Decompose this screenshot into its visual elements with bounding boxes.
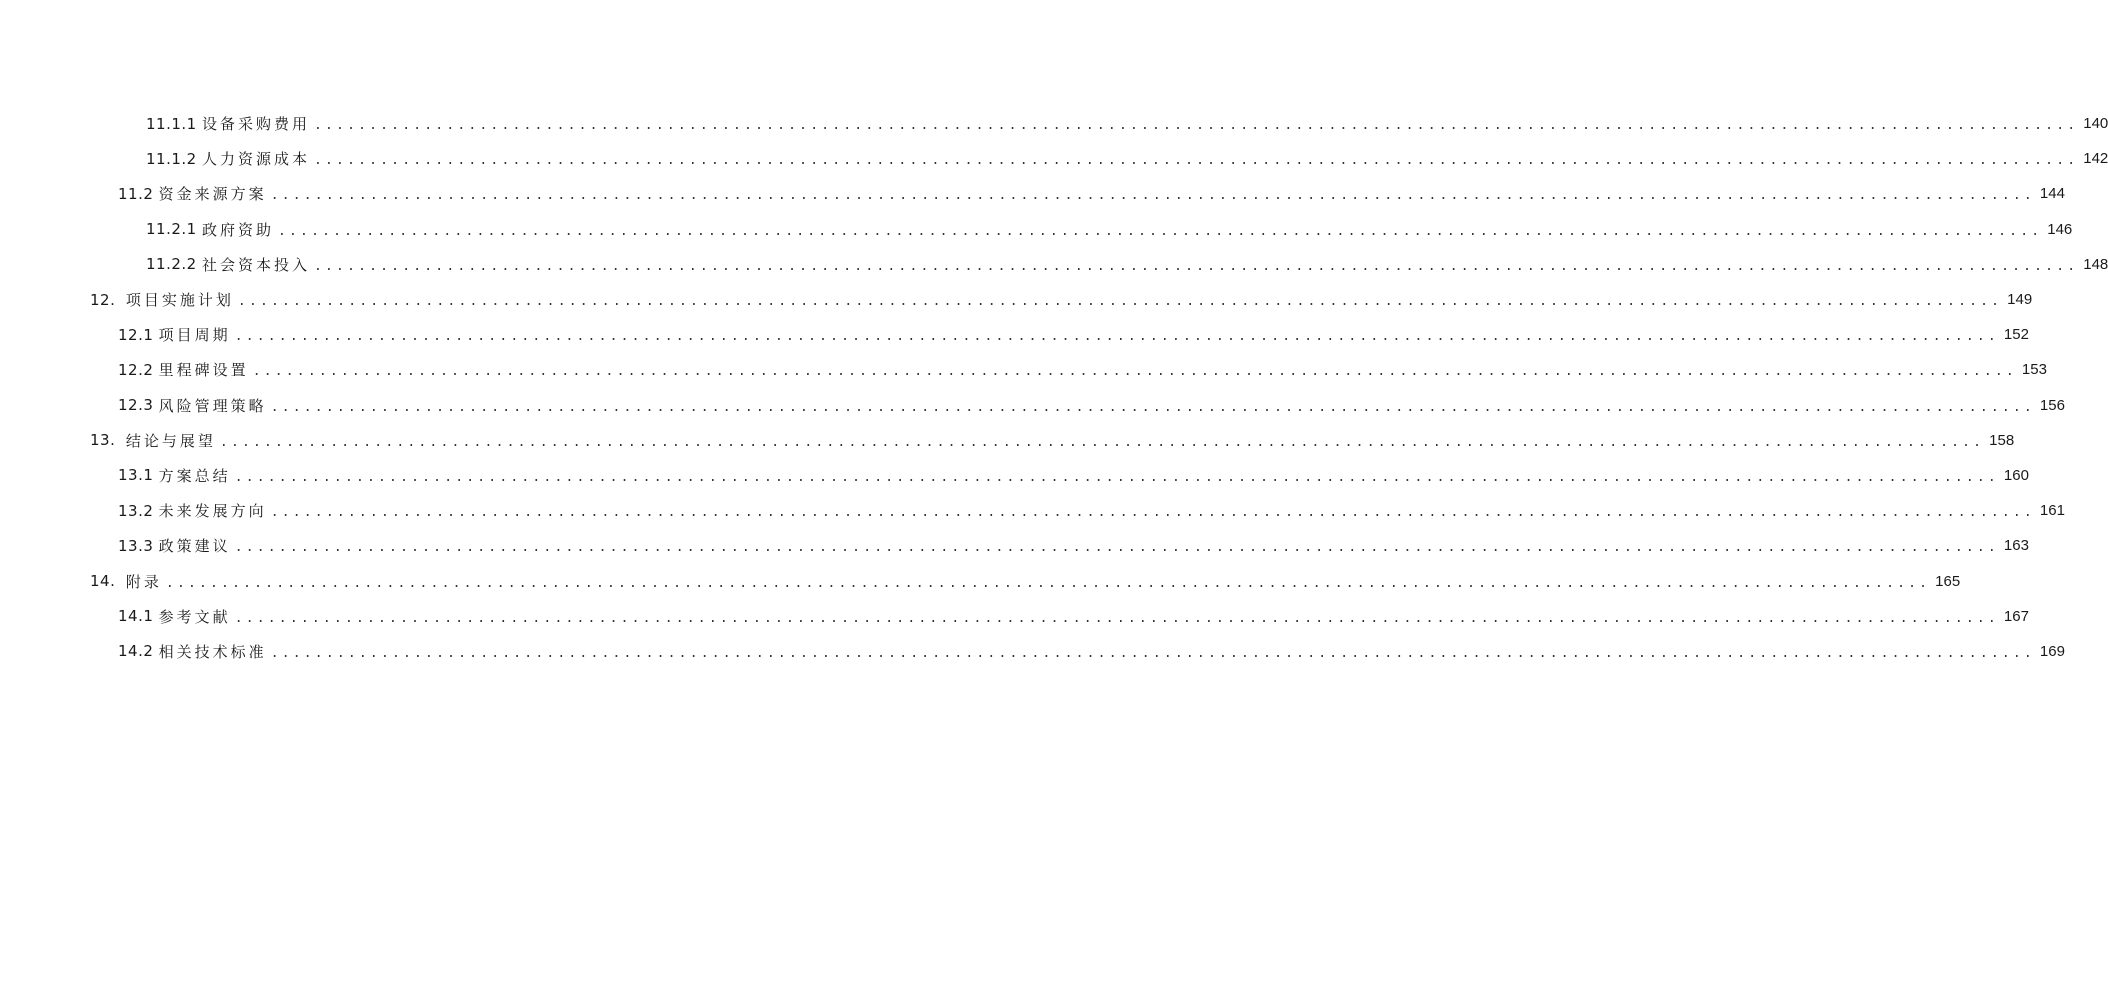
toc-entry-12[interactable] xyxy=(0,282,2033,317)
toc-entry-title: 设备采购费用 xyxy=(201,115,310,134)
toc-entry-title: 社会资本投入 xyxy=(201,255,310,274)
toc-entry-12-1[interactable] xyxy=(0,317,2029,352)
toc-entry-14-1[interactable] xyxy=(0,599,2029,634)
toc-entry-12-2[interactable] xyxy=(0,352,2047,387)
toc-entry-number: 11.1.2 xyxy=(146,149,202,168)
toc-entry-number: 14. xyxy=(90,572,126,591)
toc-entry-13[interactable] xyxy=(0,423,2015,458)
dot-leader: ................................................................................................................................................................ xyxy=(234,469,1999,485)
toc-entry-13-2[interactable] xyxy=(0,493,2065,528)
toc-entry-11-2-1[interactable] xyxy=(0,212,2073,247)
dot-leader: ................................................................................................................................................................ xyxy=(270,645,2035,661)
dot-leader: ................................................................................................................................................................ xyxy=(314,153,2079,169)
toc-entry-number: 13.1 xyxy=(118,466,159,485)
toc-entry-11-2-2[interactable] xyxy=(0,247,2108,282)
toc-entry-number: 11.2.2 xyxy=(146,255,202,274)
toc-entry-page: 158 xyxy=(1989,431,2015,449)
toc-entry-number: 14.1 xyxy=(118,607,159,626)
toc-entry-number: 11.1.1 xyxy=(146,114,202,133)
toc-entry-page: 169 xyxy=(2039,642,2065,660)
toc-entry-title: 参考文献 xyxy=(158,607,231,626)
toc-entry-title: 项目实施计划 xyxy=(125,291,234,310)
dot-leader: ................................................................................................................................................................ xyxy=(270,505,2035,521)
toc-entry-number: 12.3 xyxy=(118,396,159,415)
toc-entry-12-3[interactable] xyxy=(0,388,2065,423)
toc-entry-page: 152 xyxy=(2003,326,2029,344)
dot-leader: ................................................................................................................................................................ xyxy=(237,294,2003,310)
toc-entry-number: 12.2 xyxy=(118,360,159,379)
toc-entry-title: 相关技术标准 xyxy=(158,642,267,661)
dot-leader: ................................................................................................................................................................ xyxy=(234,610,1999,626)
toc-entry-page: 165 xyxy=(1935,572,1961,590)
toc-entry-page: 153 xyxy=(2021,361,2047,379)
toc-entry-title: 资金来源方案 xyxy=(158,185,267,204)
toc-entry-number: 13.2 xyxy=(118,501,159,520)
toc-entry-title: 政策建议 xyxy=(158,537,231,556)
toc-entry-page: 161 xyxy=(2039,502,2065,520)
table-of-contents xyxy=(0,106,2108,669)
toc-entry-13-1[interactable] xyxy=(0,458,2029,493)
toc-entry-title: 风险管理策略 xyxy=(158,396,267,415)
toc-entry-title: 方案总结 xyxy=(158,466,231,485)
toc-entry-11-2[interactable] xyxy=(0,176,2065,211)
dot-leader: ................................................................................................................................................................ xyxy=(270,188,2035,204)
toc-entry-number: 13. xyxy=(90,431,126,450)
toc-entry-title: 附录 xyxy=(125,572,162,591)
toc-entry-number: 14.2 xyxy=(118,642,159,661)
toc-entry-11-1-2[interactable] xyxy=(0,141,2108,176)
toc-entry-title: 里程碑设置 xyxy=(158,361,249,380)
toc-entry-13-3[interactable] xyxy=(0,528,2029,563)
dot-leader: ................................................................................................................................................................ xyxy=(270,399,2035,415)
toc-entry-number: 11.2 xyxy=(118,184,159,203)
dot-leader: ................................................................................................................................................................ xyxy=(234,329,1999,345)
toc-entry-title: 未来发展方向 xyxy=(158,502,267,521)
toc-entry-title: 政府资助 xyxy=(201,220,274,239)
dot-leader: ................................................................................................................................................................ xyxy=(252,364,2017,380)
dot-leader: ................................................................................................................................................................ xyxy=(314,118,2079,134)
dot-leader: ................................................................................................................................................................ xyxy=(314,258,2079,274)
toc-entry-number: 11.2.1 xyxy=(146,220,202,239)
toc-entry-page: 160 xyxy=(2003,466,2029,484)
toc-entry-page: 167 xyxy=(2003,607,2029,625)
toc-entry-11-1-1[interactable] xyxy=(0,106,2108,141)
toc-entry-number: 12. xyxy=(90,290,126,309)
dot-leader: ................................................................................................................................................................ xyxy=(165,575,1931,591)
toc-entry-title: 结论与展望 xyxy=(125,431,216,450)
toc-entry-title: 项目周期 xyxy=(158,326,231,345)
dot-leader: ................................................................................................................................................................ xyxy=(219,434,1985,450)
toc-entry-page: 148 xyxy=(2083,255,2108,273)
toc-entry-14[interactable] xyxy=(0,563,1961,598)
toc-entry-title: 人力资源成本 xyxy=(201,150,310,169)
toc-entry-page: 156 xyxy=(2039,396,2065,414)
toc-entry-page: 142 xyxy=(2083,150,2108,168)
toc-entry-page: 140 xyxy=(2083,115,2108,133)
toc-entry-number: 13.3 xyxy=(118,536,159,555)
toc-entry-page: 149 xyxy=(2007,291,2033,309)
dot-leader: ................................................................................................................................................................ xyxy=(278,223,2043,239)
dot-leader: ................................................................................................................................................................ xyxy=(234,540,1999,556)
toc-entry-14-2[interactable] xyxy=(0,634,2065,669)
toc-entry-number: 12.1 xyxy=(118,325,159,344)
toc-entry-page: 146 xyxy=(2047,220,2073,238)
toc-entry-page: 144 xyxy=(2039,185,2065,203)
toc-entry-page: 163 xyxy=(2003,537,2029,555)
